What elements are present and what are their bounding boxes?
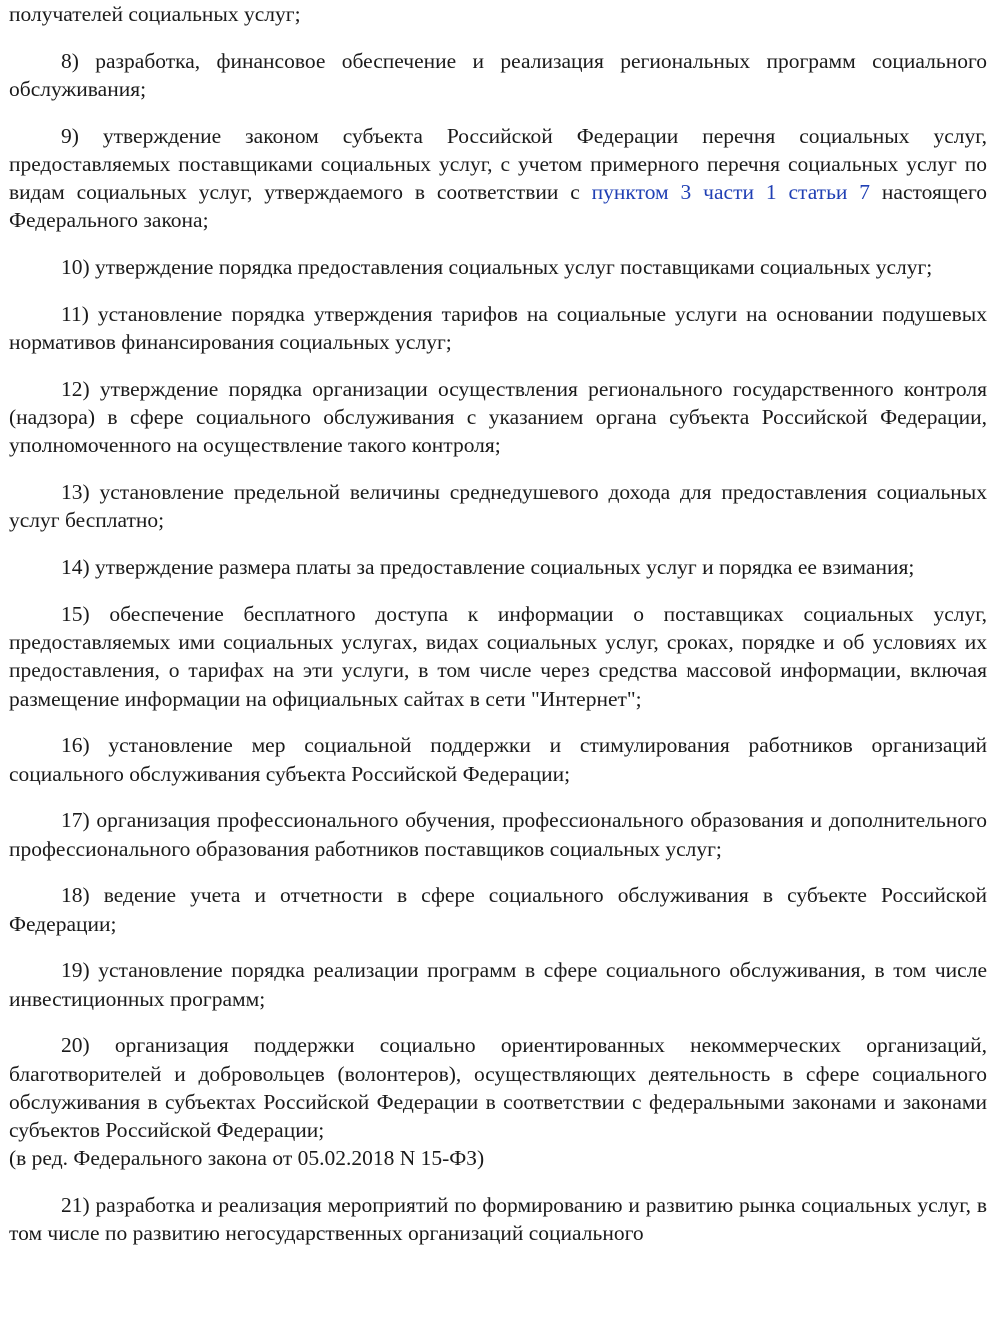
paragraph-item-18: 18) ведение учета и отчетности в сфере социального обслуживания в субъекте Российской Федерации; xyxy=(9,883,987,936)
amendment-note: (в ред. Федерального закона от 05.02.2018 N 15-ФЗ) xyxy=(9,1146,485,1171)
paragraph-item-10: 10) утверждение порядка предоставления социальных услуг поставщиками социальных услуг; xyxy=(61,255,933,280)
paragraph-continuation: получателей социальных услуг; xyxy=(9,2,301,26)
paragraph-item-8: 8) разработка, финансовое обеспечение и реализация региональных программ социального обслуживания; xyxy=(9,48,987,101)
paragraph-item-14: 14) утверждение размера платы за предоставление социальных услуг и порядка ее взимания; xyxy=(61,555,915,580)
paragraph-item-9-text-after: настоящего Федерального закона; xyxy=(9,180,987,233)
paragraph-item-15: 15) обеспечение бесплатного доступа к информации о поставщиках социальных услуг, предоставляемых ими социальных услугах, видах социальных услуг, сроках, порядке и об условиях их предоставления, о тарифах на эти услуги, в том числе через средства массовой информации, включая размещение информации на официальных сайтах в сети "Интернет"; xyxy=(9,602,987,711)
paragraph-item-20 xyxy=(9,1031,987,1172)
paragraph-item-19: 19) установление порядка реализации программ в сфере социального обслуживания, в том числе инвестиционных программ; xyxy=(9,958,987,1011)
paragraph-item-11: 11) установление порядка утверждения тарифов на социальные услуги на основании подушевых нормативов финансирования социальных услуг; xyxy=(9,302,987,355)
paragraph-item-12: 12) утверждение порядка организации осуществления регионального государственного контроля (надзора) в сфере социального обслуживания с указанием органа субъекта Российской Федерации, уполномоченного на осуществление такого контроля; xyxy=(9,377,987,458)
paragraph-item-16: 16) установление мер социальной поддержки и стимулирования работников организаций социального обслуживания субъекта Российской Федерации; xyxy=(9,733,987,786)
paragraph-item-13: 13) установление предельной величины среднедушевого дохода для предоставления социальных услуг бесплатно; xyxy=(9,480,987,533)
paragraph-item-21: 21) разработка и реализация мероприятий по формированию и развитию рынка социальных услуг, в том числе по развитию негосударственных организаций социального xyxy=(9,1193,987,1246)
paragraph-item-9-text-before: 9) утверждение законом субъекта Российской Федерации перечня социальных услуг, предоставляемых поставщиками социальных услуг, с учетом примерного перечня социальных услуг по видам социальных услуг, утверждаемого в соответствии с xyxy=(9,123,987,205)
document-page xyxy=(9,0,987,1266)
paragraph-item-17: 17) организация профессионального обучения, профессионального образования и дополнительного профессионального образования работников поставщиков социальных услуг; xyxy=(9,808,987,861)
paragraph-item-9 xyxy=(9,122,987,235)
paragraph-item-20-text: 20) организация поддержки социально ориентированных некоммерческих организаций, благотворителей и добровольцев (волонтеров), осуществляющих деятельность в сфере социального обслуживания в субъектах Российской Федерации в соответствии с федеральными законами и законами субъектов Российской Федерации; xyxy=(9,1033,987,1143)
law-article-link[interactable]: пунктом 3 части 1 статьи 7 xyxy=(591,180,871,205)
